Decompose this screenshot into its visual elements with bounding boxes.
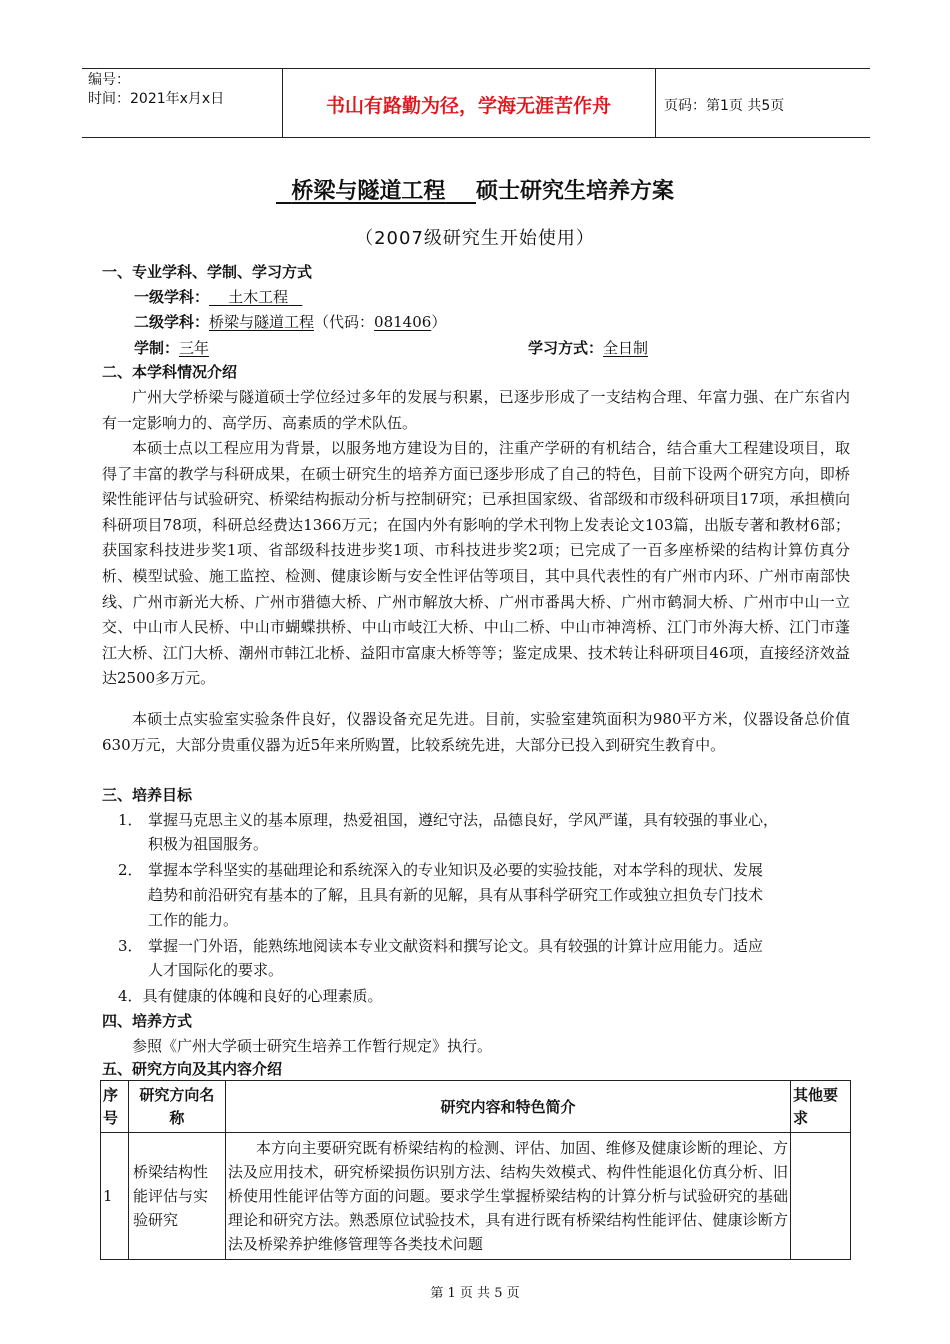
- goal-item-line: 掌握一门外语，能熟练地阅读本专业文献资料和撰写论文。具有较强的计算计应用能力。适应: [148, 937, 764, 955]
- goal-item-number: 2．: [118, 861, 143, 879]
- table-header-row: [101, 1081, 851, 1133]
- training-method-text: 参照《广州大学硕士研究生培养工作暂行规定》执行。: [132, 1037, 493, 1055]
- second-level-discipline: 二级学科：桥梁与隧道工程（代码：081406）: [134, 313, 447, 331]
- header-divider: [655, 69, 656, 137]
- study-duration: 学制：三年: [134, 339, 210, 357]
- col-header-content: 研究内容和特色简介: [225, 1081, 790, 1133]
- number-label: 编号：: [88, 72, 130, 88]
- goal-item-4: 4．具有健康的体魄和良好的心理素质。: [118, 987, 383, 1005]
- section-4-heading: 四、培养方式: [102, 1012, 193, 1030]
- col-header-no: 序号: [101, 1081, 129, 1133]
- document-subtitle: （2007级研究生开始使用）: [355, 228, 595, 249]
- title-major: 桥梁与隧道工程: [291, 179, 446, 204]
- goal-item-line: 掌握本学科坚实的基础理论和系统深入的专业知识及必要的实验技能，对本学科的现状、发展: [148, 861, 764, 879]
- section-3-heading: 三、培养目标: [102, 786, 193, 804]
- research-direction-table: [100, 1080, 851, 1260]
- page-footer: 第 1 页 共 5 页: [430, 1286, 520, 1301]
- goal-item-number: 1．: [118, 811, 143, 829]
- intro-paragraph-1: 广州大学桥梁与隧道硕士学位经过多年的发展与积累，已逐步形成了一支结构合理、年富力强、在广东省内有一定影响力的、高学历、高素质的学术队伍。: [102, 388, 850, 432]
- goal-item-line: 掌握马克思主义的基本原理，热爱祖国，遵纪守法，品德良好，学风严谨，具有较强的事业心，: [148, 811, 779, 829]
- intro-paragraph-3: 本硕士点实验室实验条件良好，仪器设备充足先进。目前，实验室建筑面积为980平方米，仪器设备总价值630万元，大部分贵重仪器为近5年来所购置，比较系统先进，大部分已投入到研究生教育中。: [102, 710, 850, 754]
- study-mode: 学习方式：全日制: [528, 339, 649, 357]
- goal-item-number: 3．: [118, 937, 143, 955]
- header-page-info: 页码：第1页 共5页: [664, 98, 785, 114]
- row-content: 本方向主要研究既有桥梁结构的检测、评估、加固、维修及健康诊断的理论、方法及应用技术，研究桥梁损伤识别方法、结构失效模式、构件性能退化仿真分析、旧桥使用性能评估等方面的问题。要求学生掌握桥梁结构的计算分析与试验研究的基础理论和研究方法。熟悉原位试验技术，具有进行既有桥梁结构性能评估、健康诊断方法及桥梁养护维修管理等各类技术问题: [225, 1133, 790, 1260]
- goal-item-line: 工作的能力。: [148, 911, 239, 929]
- header-motto: 书山有路勤为径，学海无涯苦作舟: [325, 95, 611, 117]
- goal-item-line: 人才国际化的要求。: [148, 961, 284, 979]
- section-2-heading: 二、本学科情况介绍: [102, 363, 238, 381]
- col-header-direction: 研究方向名称: [128, 1081, 225, 1133]
- goal-item-line: 积极为祖国服务。: [148, 835, 269, 853]
- first-level-discipline: 一级学科： 土木工程: [134, 288, 289, 306]
- section-1-heading: 一、专业学科、学制、学习方式: [102, 263, 313, 281]
- col-header-other: 其他要求: [791, 1081, 851, 1133]
- document-header: [82, 68, 870, 138]
- time-label: 时间：2021年x月x日: [88, 91, 225, 107]
- row-number: 1: [101, 1133, 129, 1260]
- table-row: [101, 1133, 851, 1260]
- goal-item-line: 趋势和前沿研究有基本的了解，且具有新的见解，具有从事科学研究工作或独立担负专门技术: [148, 886, 764, 904]
- intro-paragraph-2: 本硕士点以工程应用为背景，以服务地方建设为目的，注重产学研的有机结合，结合重大工程建设项目，取得了丰富的教学与科研成果，在硕士研究生的培养方面已逐步形成了自己的特色，目前下设两个研究方向，即桥梁性能评估与试验研究、桥梁结构振动分析与控制研究；已承担国家级、省部级和市级科研项目17项，承担横向科研项目78项，科研总经费达1366万元；在国内外有影响的学术刊物上发表论文103篇，出版专著和教材6部；获国家科技进步奖1项、省部级科技进步奖1项、市科技进步奖2项；已完成了一百多座桥梁的结构计算仿真分析、模型试验、施工监控、检测、健康诊断与安全性评估等项目，其中具代表性的有广州市内环、广州市南部快线、广州市新光大桥、广州市猎德大桥、广州市解放大桥、广州市番禺大桥、广州市鹤洞大桥、广州市中山一立交、中山市人民桥、中山市蝴蝶拱桥、中山市岐江大桥、中山二桥、中山市神湾桥、江门市外海大桥、江门市蓬江大桥、江门大桥、潮州市韩江北桥、益阳市富康大桥等等；鉴定成果、技术转让科研项目46项，直接经济效益达2500多万元。: [102, 439, 850, 688]
- row-direction: 桥梁结构性能评估与实验研究: [128, 1133, 225, 1260]
- header-meta: [88, 71, 224, 109]
- row-other: [791, 1133, 851, 1260]
- section-5-heading: 五、研究方向及其内容介绍: [102, 1060, 283, 1078]
- title-rest: 硕士研究生培养方案: [475, 179, 674, 204]
- document-title: [0, 174, 950, 205]
